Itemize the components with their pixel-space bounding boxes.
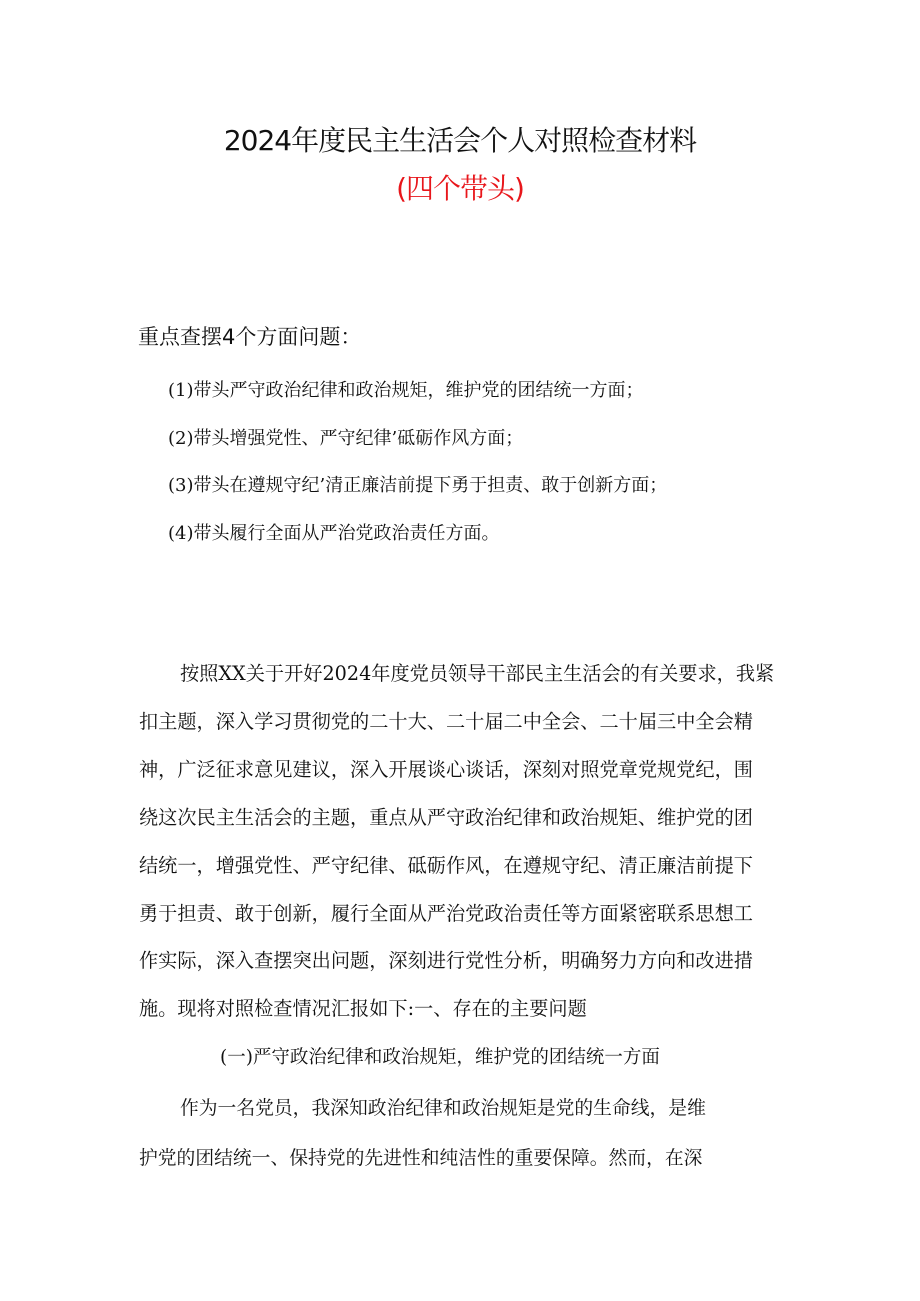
document-title: 2024年度民主生活会个人对照检查材料 xyxy=(223,124,697,157)
intro-line-7: 作实际，深入查摆突出问题，深刻进行党性分析，明确努力方向和改进措 xyxy=(139,949,753,972)
intro-line-4: 绕这次民主生活会的主题，重点从严守政治纪律和政治规矩、维护党的团 xyxy=(139,806,753,829)
section-heading: (一)严守政治纪律和政治规矩，维护党的团结统一方面 xyxy=(220,1047,660,1068)
focus-heading: 重点查摆4个方面问题： xyxy=(138,325,362,349)
focus-item-1: (1)带头严守政治纪律和政治规矩，维护党的团结统一方面； xyxy=(168,380,644,401)
focus-item-4: (4)带头履行全面从严治党政治责任方面。 xyxy=(168,523,500,544)
focus-item-3: (3)带头在遵规守纪’清正廉洁前提下勇于担责、敢于创新方面； xyxy=(168,475,668,496)
focus-item-2: (2)带头增强党性、严守纪律’砥砺作风方面； xyxy=(168,428,524,449)
intro-line-5: 结统一，增强党性、严守纪律、砥砺作风，在遵规守纪、清正廉洁前提下 xyxy=(139,854,753,877)
intro-line-1: 按照XX关于开好2024年度党员领导干部民主生活会的有关要求，我紧 xyxy=(180,662,775,685)
document-subtitle: (四个带头) xyxy=(396,172,524,205)
intro-line-8: 施。现将对照检查情况汇报如下:一、存在的主要问题 xyxy=(139,997,587,1020)
intro-line-2: 扣主题，深入学习贯彻党的二十大、二十届二中全会、二十届三中全会精 xyxy=(139,710,753,733)
section-line-2: 护党的团结统一、保持党的先进性和纯洁性的重要保障。然而，在深 xyxy=(139,1148,703,1169)
section-line-1: 作为一名党员，我深知政治纪律和政治规矩是党的生命线，是维 xyxy=(180,1098,706,1119)
intro-line-3: 神，广泛征求意见建议，深入开展谈心谈话，深刻对照党章党规党纪，围 xyxy=(139,758,753,781)
intro-line-6: 勇于担责、敢于创新，履行全面从严治党政治责任等方面紧密联系思想工 xyxy=(139,902,753,925)
